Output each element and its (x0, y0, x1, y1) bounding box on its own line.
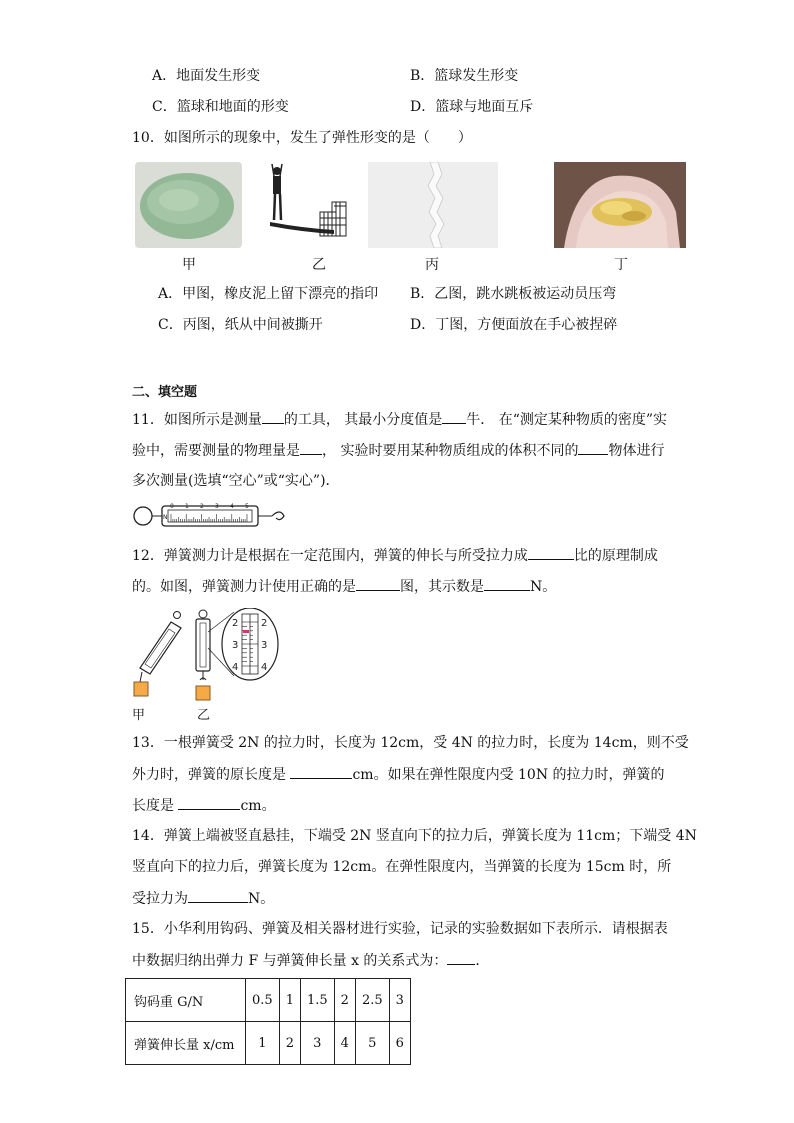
magnified-scale-view (208, 608, 278, 680)
q13-blank-2[interactable] (178, 795, 240, 810)
q15-blank-1[interactable] (447, 950, 475, 965)
clay-fingerprint-illustration (135, 162, 242, 248)
q10-caption-yi: 乙 (312, 257, 326, 273)
scale-unit: N (163, 514, 168, 521)
q10-image-bing (368, 162, 498, 248)
table-cell: 1 (279, 979, 300, 1022)
q15-line2 (132, 950, 489, 971)
q10-image-ding (554, 162, 686, 248)
q11-blank-2[interactable] (442, 409, 466, 424)
q13-text: cm。 (240, 798, 276, 814)
q9-option-a: A．地面发生形变 (152, 68, 261, 84)
q10-image-yi (262, 162, 354, 242)
scale-num-0: 0 (170, 503, 174, 510)
q13-blank-1[interactable] (290, 764, 352, 779)
q12-caption-jia: 甲 (132, 708, 146, 723)
q10-stem: 10．如图所示的现象中，发生了弹性形变的是（ ） (132, 130, 472, 146)
scale-num-1: 1 (185, 503, 189, 510)
q9-option-b: B．篮球发生形变 (410, 68, 519, 84)
q15-data-table (125, 978, 411, 1065)
q12-line2 (132, 576, 556, 597)
q14-text: N。 (248, 891, 275, 907)
q12-text: 比的原理制成 (573, 548, 658, 564)
q10-option-a: A．甲图，橡皮泥上留下漂亮的指印 (158, 286, 379, 302)
q13-line2 (132, 764, 665, 785)
tick-right-3: 3 (261, 640, 268, 651)
tick-right-2: 2 (261, 618, 268, 629)
section-title: 二、填空题 (132, 385, 198, 400)
table-cell: 4 (334, 1022, 355, 1065)
table-cell: 0.5 (246, 979, 280, 1022)
q11-text: 物体进行 (608, 443, 665, 459)
diving-board-illustration (262, 162, 354, 242)
table-row (126, 979, 411, 1022)
q12-text: 的。如图，弹簧测力计使用正确的是 (132, 579, 356, 595)
q11-blank-4[interactable] (578, 440, 608, 455)
tick-left-3: 3 (232, 640, 239, 651)
q14-blank-1[interactable] (188, 888, 248, 903)
q11-blank-3[interactable] (300, 440, 322, 455)
q9-option-c: C．篮球和地面的形变 (152, 99, 289, 115)
scale-num-3: 3 (215, 503, 219, 510)
q9-option-d: D．篮球与地面互斥 (410, 99, 534, 115)
q10-caption-ding: 丁 (614, 257, 628, 273)
q10-option-d: D．丁图，方便面放在手心被捏碎 (410, 317, 618, 333)
table-cell: 2.5 (355, 979, 389, 1022)
q15-text: 中数据归纳出弹力 F 与弹簧伸长量 x 的关系式为： (132, 953, 448, 969)
vertical-spring-scale (196, 610, 210, 700)
q14-line3 (132, 888, 274, 909)
q13-line1: 13．一根弹簧受 2N 的拉力时，长度为 12cm，受 4N 的拉力时，长度为 14cm，则不受 (132, 735, 689, 751)
q13-text: cm。如果在弹性限度内受 10N 的拉力时，弹簧的 (352, 767, 665, 783)
table-cell: 3 (300, 1022, 334, 1065)
tilted-spring-scale (134, 612, 181, 697)
table-row (126, 1022, 411, 1065)
tick-left-4: 4 (232, 662, 239, 673)
q14-text: 受拉力为 (132, 891, 188, 907)
q13-text: 外力时，弹簧的原长度是 (132, 767, 286, 783)
table-cell: 2 (334, 979, 355, 1022)
table-cell: 5 (355, 1022, 389, 1065)
torn-paper-illustration (368, 162, 498, 248)
spring-scale-horizontal-illustration (130, 498, 292, 534)
table-cell: 3 (389, 979, 410, 1022)
scale-num-5: 5 (245, 503, 249, 510)
scale-num-2: 2 (200, 503, 204, 510)
q12-text: N。 (530, 579, 557, 595)
table-row-header-extension: 弹簧伸长量 x/cm (126, 1022, 246, 1065)
q10-option-c: C．丙图，纸从中间被撕开 (158, 317, 323, 333)
q15-line1: 15．小华利用钩码、弹簧及相关器材进行实验，记录的实验数据如下表所示．请根据表 (132, 921, 668, 937)
table-cell: 1.5 (300, 979, 334, 1022)
q14-line2: 竖直向下的拉力后，弹簧长度为 12cm。在弹性限度内，当弹簧的长度为 15cm 时，所 (132, 859, 672, 875)
q12-blank-2[interactable] (356, 576, 400, 591)
q13-line3 (132, 795, 276, 816)
q11-line2 (132, 440, 664, 461)
q12-blank-1[interactable] (528, 545, 574, 560)
q11-text: 的工具， 其最小分度值是 (283, 412, 443, 428)
q12-text: 图，其示数是 (400, 579, 484, 595)
q12-line1 (132, 545, 658, 566)
q10-caption-bing: 丙 (425, 257, 439, 273)
q10-option-b: B．乙图，跳水跳板被运动员压弯 (410, 286, 617, 302)
q11-text: 11．如图所示是测量 (132, 412, 262, 428)
q15-text: ． (475, 953, 490, 969)
q10-caption-jia: 甲 (182, 257, 196, 273)
q11-text: ， 实验时要用某种物质组成的体积不同的 (322, 443, 579, 459)
q13-text: 长度是 (132, 798, 174, 814)
q11-line1 (132, 409, 667, 430)
q12-blank-3[interactable] (484, 576, 530, 591)
q11-line3: 多次测量(选填“空心”或“实心”)． (132, 473, 340, 489)
q14-line1: 14．弹簧上端被竖直悬挂，下端受 2N 竖直向下的拉力后，弹簧长度为 11cm；下端受 4N (132, 828, 697, 844)
q11-text: 验中，需要测量的物理量是 (132, 443, 300, 459)
table-cell: 6 (389, 1022, 410, 1065)
scale-num-4: 4 (230, 503, 234, 510)
q10-image-jia (135, 162, 242, 248)
tick-right-4: 4 (261, 662, 268, 673)
q12-caption-yi: 乙 (197, 708, 211, 723)
table-row-header-weight: 钩码重 G/N (126, 979, 246, 1022)
q11-text: 牛． 在“测定某种物质的密度”实 (466, 412, 668, 428)
q12-text: 12．弹簧测力计是根据在一定范围内，弹簧的伸长与所受拉力成 (132, 548, 528, 564)
table-cell: 1 (246, 1022, 280, 1065)
crushed-noodles-illustration (554, 162, 686, 248)
table-cell: 2 (279, 1022, 300, 1065)
tick-left-2: 2 (232, 618, 239, 629)
q11-blank-1[interactable] (262, 409, 284, 424)
